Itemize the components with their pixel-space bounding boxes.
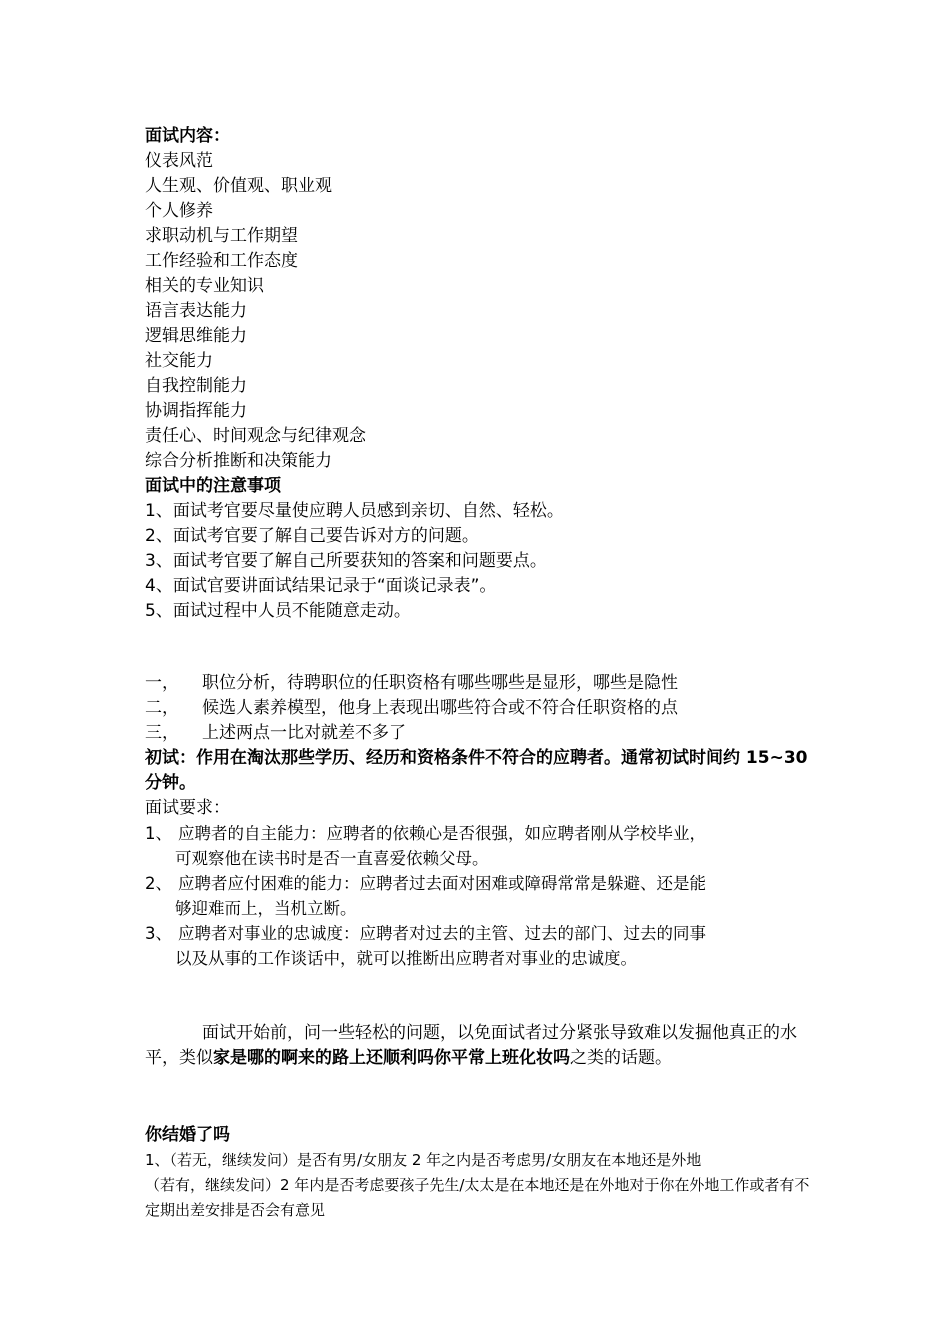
list-item: 5、面试过程中人员不能随意走动。 (145, 601, 411, 621)
document-content (145, 124, 810, 1223)
step-row (145, 696, 810, 721)
opening-text: 面试开始前，问一些轻松的问题，以免面试者过分紧张导致难以发掘他真正的水平，类似 (145, 1023, 797, 1068)
step-text: 职位分析，待聘职位的任职资格有哪些哪些是显形，哪些是隐性 (202, 673, 678, 693)
interview-content-list (145, 149, 810, 474)
list-item: 求职动机与工作期望 (145, 226, 298, 246)
step-text: 候选人素养模型，他身上表现出哪些符合或不符合任职资格的点 (202, 698, 678, 718)
requirement-marker: 3、 (145, 924, 172, 943)
list-item: 人生观、价值观、职业观 (145, 176, 332, 196)
spacer (145, 624, 810, 671)
marriage-line-2: （若有，继续发问）2 年内是否考虑要孩子先生/太太是在本地还是在外地对于你在外地工作或者有不定期出差安排是否会有意见 (145, 1176, 810, 1219)
list-item: 2、面试考官要了解自己要告诉对方的问题。 (145, 526, 479, 546)
list-item: 责任心、时间观念与纪律观念 (145, 426, 366, 446)
list-item: 自我控制能力 (145, 376, 247, 396)
list-item: 工作经验和工作态度 (145, 251, 298, 271)
list-item: 3、面试考官要了解自己所要获知的答案和问题要点。 (145, 551, 547, 571)
requirement-text: 应聘者应付困难的能力：应聘者过去面对困难或障碍常常是躲避、还是能 (178, 874, 706, 893)
list-item: 4、面试官要讲面试结果记录于“面谈记录表”。 (145, 576, 497, 596)
requirement-continuation: 可观察他在读书时是否一直喜爱依赖父母。 (175, 849, 489, 868)
list-item: 协调指挥能力 (145, 401, 247, 421)
requirement-marker: 2、 (145, 874, 172, 893)
step-row (145, 671, 810, 696)
opening-example-questions: 家是哪的啊来的路上还顺利吗你平常上班化妆吗 (213, 1048, 570, 1068)
requirement-continuation: 以及从事的工作谈话中，就可以推断出应聘者对事业的忠诚度。 (175, 949, 637, 968)
step-marker: 三， (145, 723, 179, 743)
list-item: 综合分析推断和决策能力 (145, 451, 332, 471)
section-title-interview-content: 面试内容： (145, 126, 230, 146)
precautions-list (145, 499, 810, 624)
section-title-precautions: 面试中的注意事项 (145, 476, 281, 496)
marriage-question-title: 你结婚了吗 (145, 1125, 230, 1145)
step-marker: 一， (145, 673, 179, 693)
spacer (145, 971, 810, 1021)
requirement-text: 应聘者对事业的忠诚度：应聘者对过去的主管、过去的部门、过去的同事 (178, 924, 706, 943)
list-item: 个人修养 (145, 201, 213, 221)
list-item: 语言表达能力 (145, 301, 247, 321)
list-item: 1、面试考官要尽量使应聘人员感到亲切、自然、轻松。 (145, 501, 564, 521)
step-marker: 二， (145, 698, 179, 718)
requirements-list (145, 821, 810, 971)
requirement-item (145, 871, 810, 921)
requirements-title: 面试要求： (145, 798, 230, 818)
opening-text-end: 之类的话题。 (570, 1048, 672, 1068)
steps-list (145, 671, 810, 746)
step-text: 上述两点一比对就差不多了 (202, 723, 406, 743)
list-item: 逻辑思维能力 (145, 326, 247, 346)
marriage-line-1: 1、（若无，继续发问）是否有男/女朋友 2 年之内是否考虑男/女朋友在本地还是外地 (145, 1151, 702, 1169)
requirement-marker: 1、 (145, 824, 172, 843)
requirement-item (145, 821, 810, 871)
step-row (145, 721, 810, 746)
list-item: 仪表风范 (145, 151, 213, 171)
spacer (145, 1071, 810, 1123)
list-item: 社交能力 (145, 351, 213, 371)
opening-paragraph (145, 1021, 810, 1071)
requirement-text: 应聘者的自主能力：应聘者的依赖心是否很强，如应聘者刚从学校毕业， (178, 824, 706, 843)
initial-interview-paragraph: 初试：作用在淘汰那些学历、经历和资格条件不符合的应聘者。通常初试时间约 15~30 分钟。 (145, 748, 808, 793)
list-item: 相关的专业知识 (145, 276, 264, 296)
requirement-item (145, 921, 810, 971)
requirement-continuation: 够迎难而上，当机立断。 (175, 899, 357, 918)
